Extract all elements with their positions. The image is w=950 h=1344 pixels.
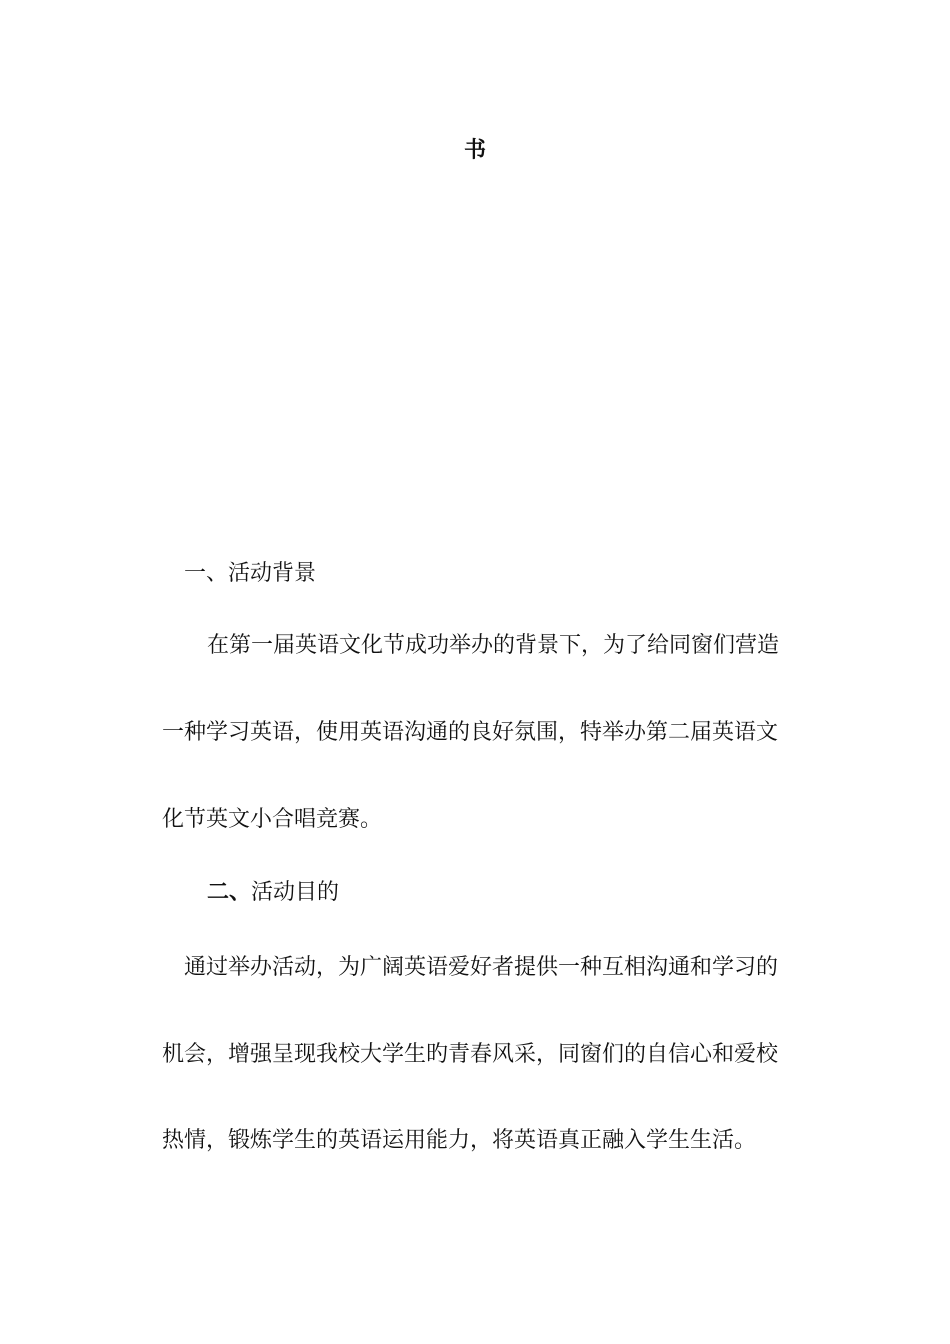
paragraph-line: 一种学习英语，使用英语沟通的良好氛围，特举办第二届英语文: [162, 720, 779, 745]
section-heading-purpose: [207, 878, 339, 908]
paragraph-line: 热情，锻炼学生的英语运用能力，将英语真正融入学生生活。: [162, 1128, 757, 1153]
section-heading-text: 活动目的: [251, 880, 340, 905]
page-title: 书: [463, 138, 486, 163]
paragraph-line: 机会，增强呈现我校大学生旳青春风采，同窗们的自信心和爱校: [162, 1042, 779, 1067]
section-heading-background: 一、活动背景: [184, 561, 317, 586]
paragraph-line: 化节英文小合唱竞赛。: [162, 807, 383, 832]
section-heading-number: 二、: [207, 880, 252, 905]
paragraph-line: 在第一届英语文化节成功举办的背景下，为了给同窗们营造: [207, 633, 780, 658]
paragraph-line: 通过举办活动，为广阔英语爱好者提供一种互相沟通和学习的: [184, 955, 779, 980]
